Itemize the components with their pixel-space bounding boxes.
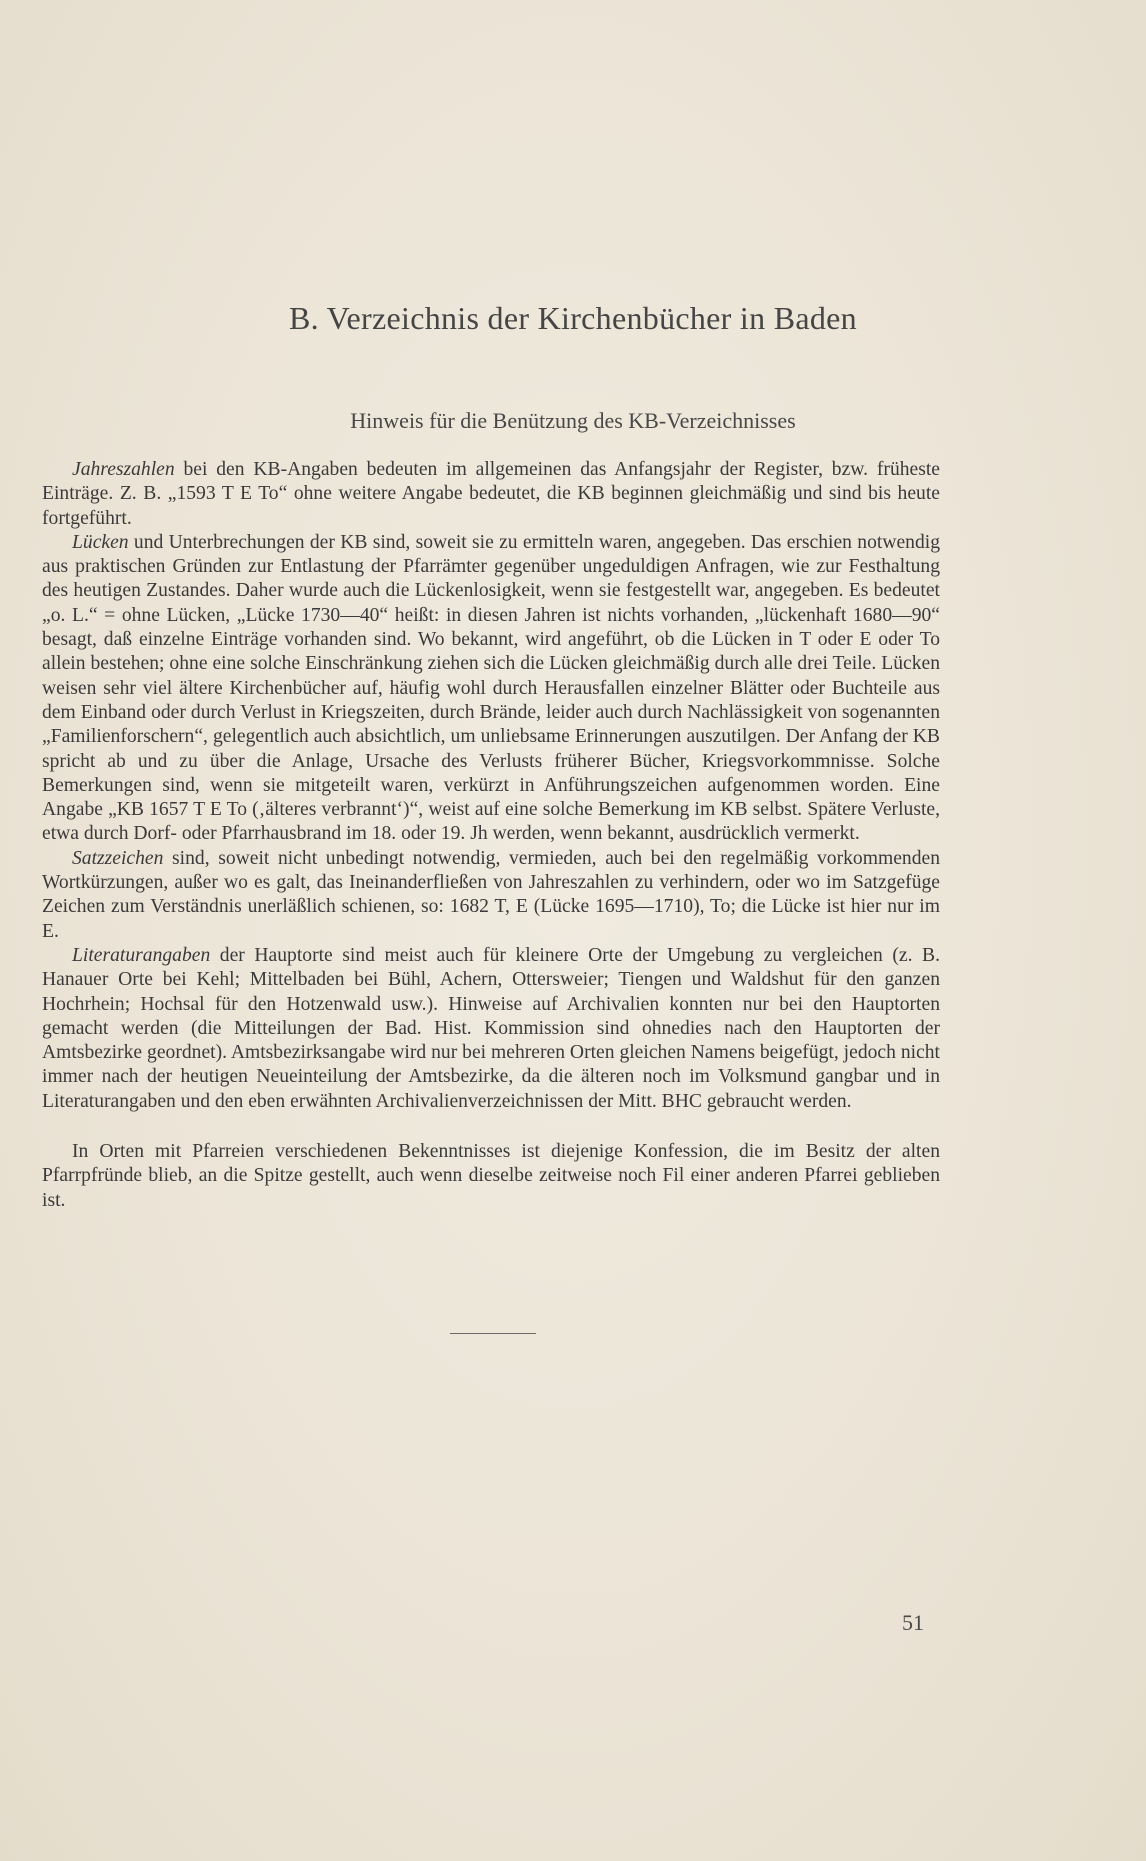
body-text (42, 458, 940, 1213)
term-luecken: Lücken (72, 531, 129, 553)
term-literaturangaben: Literaturangaben (72, 944, 211, 966)
term-satzzeichen: Satzzeichen (72, 847, 164, 869)
paragraph-luecken (42, 531, 940, 847)
paragraph-satzzeichen (42, 847, 940, 944)
paragraph-konfession: In Orten mit Pfarreien verschiedenen Bekenntnisses ist diejenige Konfession, die im Besitz der alten Pfarrpfründe blieb, an die Spitze gestellt, auch wenn dieselbe zeitweise noch Fil einer anderen Pfarrei geblieben ist. (42, 1141, 940, 1211)
paragraph-text: bei den KB-Angaben bedeuten im allgemeinen das Anfangsjahr der Register, bzw. früheste Einträge. Z. B. „1593 T E To“ ohne weitere Angabe bedeutet, die KB beginnen gleichmäßig und sind bis heute fortgeführt. (42, 459, 940, 529)
paragraph-text: der Hauptorte sind meist auch für kleinere Orte der Umgebung zu vergleichen (z. B. Hanauer Orte bei Kehl; Mittelbaden bei Bühl, Achern, Ottersweier; Tiengen und Waldshut für den ganzen Hochrhein; Hochsal für den Hotzenwald usw.). Hinweise auf Archivalien konnten nur bei den Hauptorten gemacht werden (die Mitteilungen der Bad. Hist. Kommission sind ohnedies nach den Hauptorten der Amtsbezirke geordnet). Amtsbezirksangabe wird nur bei mehreren Orten gleichen Namens beigefügt, jedoch nicht immer nach der heutigen Neueinteilung der Amtsbezirke, da die älteren noch im Volksmund gangbar und in Literaturangaben und den eben erwähnten Archivalienverzeichnissen der Mitt. BHC gebraucht werden. (42, 944, 940, 1112)
paragraph-text: und Unterbrechungen der KB sind, soweit sie zu ermitteln waren, angegeben. Das erschien notwendig aus praktischen Gründen zur Entlastung der Pfarrämter gegenüber ungeduldigen Anfragen, wie zur Festhaltung des heutigen Zustandes. Daher wurde auch die Lückenlosigkeit, wenn sie festgestellt war, angegeben. Es bedeutet „o. L.“ = ohne Lücken, „Lücke 1730—40“ heißt: in diesen Jahren ist nichts vorhanden, „lückenhaft 1680—90“ besagt, daß einzelne Einträge vorhanden sind. Wo bekannt, wird angeführt, ob die Lücken in T oder E oder To allein bestehen; ohne eine solche Einschränkung ziehen sich die Lücken gleichmäßig durch alle drei Teile. Lücken weisen sehr viel ältere Kirchenbücher auf, häufig wohl durch Herausfallen einzelner Blätter oder Buchteile aus dem Einband oder durch Verlust in Kriegszeiten, durch Brände, leider auch durch Nachlässigkeit von sogenannten „Familienforschern“, gelegentlich auch absichtlich, um unliebsame Erinnerungen auszutilgen. Der Anfang der KB spricht ab und zu über die Anlage, Ursache des Verlusts früherer Bücher, Kriegsvorkommnisse. Solche Bemerkungen sind, wenn sie mitgeteilt waren, verkürzt in Anführungszeichen aufgenommen worden. Eine Angabe „KB 1657 T E To (‚älteres verbrannt‘)“, weist auf eine solche Bemerkung im KB selbst. Spätere Verluste, etwa durch Dorf- oder Pfarrhausbrand im 18. oder 19. Jh werden, wenn bekannt, ausdrücklich vermerkt. (42, 531, 940, 845)
term-jahreszahlen: Jahreszahlen (72, 459, 175, 480)
paragraph-text: sind, soweit nicht unbedingt notwendig, vermieden, auch bei den regelmäßig vorkommenden Wortkürzungen, außer wo es galt, das Ineinanderfließen von Jahreszahlen zu verhindern, oder wo im Satzgefüge Zeichen zum Verständnis unerläßlich schienen, so: 1682 T, E (Lücke 1695—1710), To; die Lücke ist hier nur im E. (42, 847, 940, 942)
page-number: 51 (902, 1610, 924, 1635)
paragraph-jahreszahlen (42, 458, 940, 531)
paragraph-literaturangaben (42, 944, 940, 1114)
separator-rule (450, 1333, 536, 1334)
chapter-title: B. Verzeichnis der Kirchenbücher in Baden (289, 300, 857, 336)
section-title: Hinweis für die Benützung des KB-Verzeichnisses (350, 408, 796, 433)
